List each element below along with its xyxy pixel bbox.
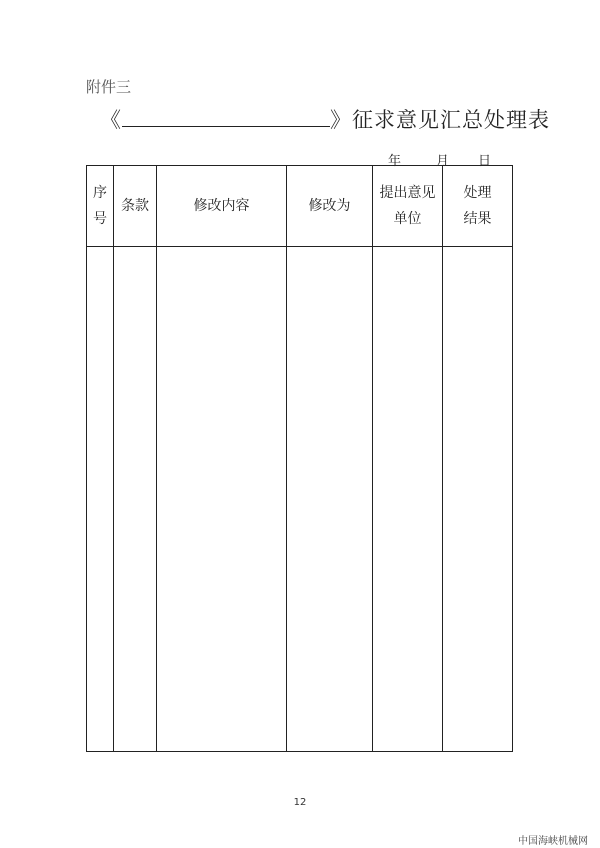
attachment-label: 附件三 — [86, 78, 132, 96]
header-clause: 条款 — [114, 166, 157, 247]
date-month: 月 — [436, 154, 450, 169]
watermark: 中国海峡机械网 — [518, 836, 588, 847]
date-day: 日 — [478, 154, 492, 169]
header-modified-to: 修改为 — [287, 166, 373, 247]
title-blank-line — [122, 108, 330, 127]
header-modification-content: 修改内容 — [157, 166, 287, 247]
table-row — [87, 247, 513, 752]
cell-modified-to — [287, 247, 373, 752]
page-number: 12 — [293, 797, 307, 808]
document-title — [100, 104, 550, 134]
cell-proposing-unit — [373, 247, 443, 752]
cell-clause — [114, 247, 157, 752]
date-year: 年 — [388, 154, 402, 169]
cell-serial-number — [87, 247, 114, 752]
table-header-row — [87, 166, 513, 247]
cell-processing-result — [443, 247, 513, 752]
opinion-summary-table — [86, 165, 513, 752]
title-text: 》征求意见汇总处理表 — [330, 108, 550, 132]
cell-modification-content — [157, 247, 287, 752]
title-open-bracket: 《 — [100, 108, 122, 132]
header-processing-result: 处理 结果 — [443, 166, 513, 247]
header-serial-number: 序 号 — [87, 166, 114, 247]
header-proposing-unit: 提出意见 单位 — [373, 166, 443, 247]
